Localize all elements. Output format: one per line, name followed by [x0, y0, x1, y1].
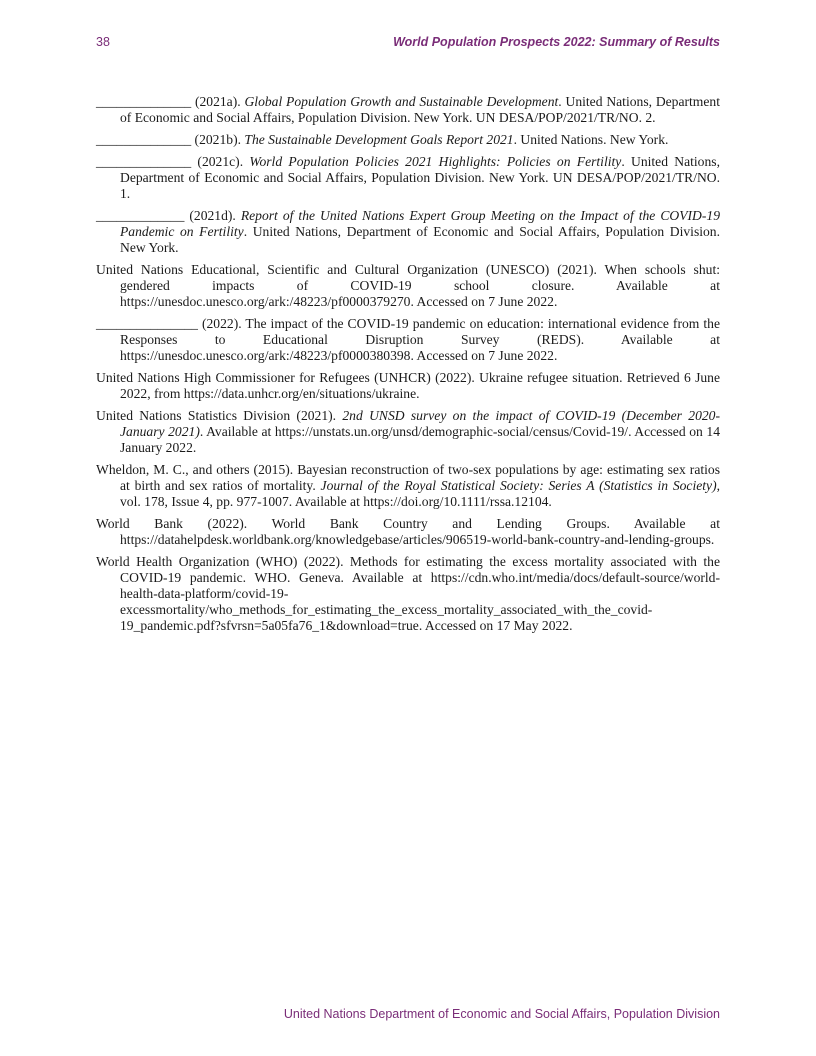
- reference-text: . United Nations, Department of Economic and Social Affairs, Population Division. New York.: [120, 224, 721, 255]
- reference-entry: [96, 554, 720, 634]
- reference-text: ______________ (2021b).: [96, 132, 245, 147]
- reference-text: United Nations Educational, Scientific and Cultural Organization (UNESCO) (2021). When schools shut: gendered impacts of COVID-19 school closure. Available at https://unesdoc.unesco.org/ark:/48223/pf0000379270. Accessed on 7 June 2022.: [96, 262, 720, 309]
- reference-entry: [96, 370, 720, 402]
- reference-text: . United Nations. New York.: [513, 132, 669, 147]
- reference-text: Wheldon, M. C., and others (2015). Bayesian reconstruction of two-sex populations by age: estimating sex ratios at birth and sex ratios of mortality.: [96, 462, 720, 493]
- reference-entry: [96, 94, 720, 126]
- reference-entry: [96, 316, 720, 364]
- reference-entry: [96, 462, 720, 510]
- reference-text: _______________ (2022). The impact of the COVID-19 pandemic on education: international evidence from the Responses to Educational Disruption Survey (REDS). Available at https://unesdoc.unesco.org/ark:/48223/pf0000380398. Accessed on 7 June 2022.: [96, 316, 720, 363]
- reference-text: ______________ (2021c).: [96, 154, 250, 169]
- reference-text: , vol. 178, Issue 4, pp. 977-1007. Available at https://doi.org/10.1111/rssa.12104.: [120, 478, 720, 509]
- reference-entry: [96, 154, 720, 202]
- reference-title: Global Population Growth and Sustainable Development: [244, 94, 559, 109]
- reference-entry: [96, 262, 720, 310]
- reference-list: [96, 94, 720, 640]
- reference-title: 2nd UNSD survey on the impact of COVID-19 (December 2020-January 2021): [120, 408, 720, 439]
- reference-text: . United Nations, Department of Economic and Social Affairs, Population Division. New York. UN DESA/POP/2021/TR/NO. 1.: [120, 154, 720, 201]
- reference-title: The Sustainable Development Goals Report 2021: [244, 132, 514, 147]
- reference-text: . Available at https://unstats.un.org/unsd/demographic-social/census/Covid-19/. Accessed on 14 January 2022.: [120, 424, 720, 455]
- reference-text: United Nations Statistics Division (2021).: [96, 408, 343, 423]
- reference-text: United Nations High Commissioner for Refugees (UNHCR) (2022). Ukraine refugee situation. Retrieved 6 June 2022, from https://data.unhcr.org/en/situations/ukraine.: [96, 370, 720, 401]
- reference-entry: [96, 208, 720, 256]
- reference-text: World Health Organization (WHO) (2022). Methods for estimating the excess mortality associated with the COVID-19 pandemic. WHO. Geneva. Available at https://cdn.who.int/media/docs/default-source/world-health-data-platform/covid-19-excessmortality/who_methods_for_estimating_the_excess_mortality_associated_with_the_covid-19_pandemic.pdf?sfvrsn=5a05fa76_1&download=true. Accessed on 17 May 2022.: [96, 554, 720, 633]
- reference-text: . United Nations, Department of Economic and Social Affairs, Population Division. New York. UN DESA/POP/2021/TR/NO. 2.: [120, 94, 720, 125]
- reference-entry: [96, 408, 720, 456]
- reference-text: ______________ (2021a).: [96, 94, 245, 109]
- reference-text: World Bank (2022). World Bank Country and Lending Groups. Available at https://datahelpdesk.worldbank.org/knowledgebase/articles/906519-world-bank-country-and-lending-groups.: [96, 516, 720, 547]
- reference-entry: [96, 516, 720, 548]
- reference-title: Report of the United Nations Expert Group Meeting on the Impact of the COVID-19 Pandemic on Fertility: [120, 208, 720, 239]
- reference-text: _____________ (2021d).: [96, 208, 241, 223]
- page-footer: United Nations Department of Economic and Social Affairs, Population Division: [283, 1007, 720, 1021]
- reference-title: World Population Policies 2021 Highlights: Policies on Fertility: [249, 154, 622, 169]
- page-number: 38: [96, 35, 110, 49]
- reference-title: Journal of the Royal Statistical Society: Series A (Statistics in Society): [320, 478, 717, 493]
- running-title: World Population Prospects 2022: Summary of Results: [393, 35, 720, 49]
- reference-entry: [96, 132, 720, 148]
